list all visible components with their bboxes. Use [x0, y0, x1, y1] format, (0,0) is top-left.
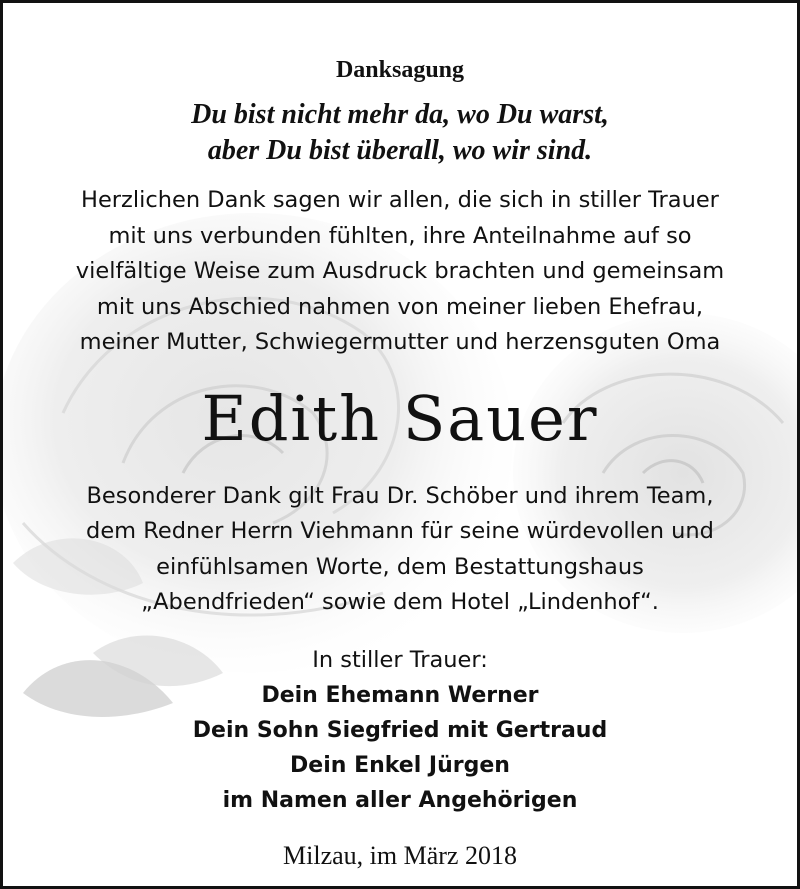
- mourners-list: [3, 678, 797, 818]
- heading: Danksagung: [335, 57, 465, 83]
- mourner-line: Dein Enkel Jürgen: [290, 753, 510, 778]
- intro-line: Herzlichen Dank sagen wir allen, die sich in stiller Trauer: [81, 187, 719, 213]
- mourner-line: Dein Sohn Siegfried mit Gertraud: [192, 718, 608, 743]
- thanks-paragraph: [3, 479, 797, 621]
- thanks-line: Besonderer Dank gilt Frau Dr. Schöber und ihrem Team,: [86, 482, 714, 509]
- quote-line: Du bist nicht mehr da, wo Du warst,: [191, 99, 609, 130]
- thanks-line: dem Redner Herrn Viehmann für seine würdevollen und: [86, 518, 714, 544]
- quote-line: aber Du bist überall, wo wir sind.: [207, 135, 593, 166]
- obituary-content: [3, 55, 797, 872]
- thanks-line: „Abendfrieden“ sowie dem Hotel „Lindenhof“.: [141, 589, 659, 615]
- intro-line: mit uns Abschied nahmen von meiner lieben Ehefrau,: [96, 293, 704, 320]
- intro-line: mit uns verbunden fühlten, ihre Anteilnahme auf so: [108, 222, 692, 249]
- mourning-intro: In stiller Trauer:: [312, 646, 488, 673]
- deceased-name: Edith Sauer: [201, 381, 599, 455]
- intro-line: meiner Mutter, Schwiegermutter und herzensguten Oma: [79, 329, 721, 355]
- intro-paragraph: [3, 183, 797, 361]
- quote-block: [3, 97, 797, 169]
- mourner-line: Dein Ehemann Werner: [261, 683, 539, 708]
- mourner-line: im Namen aller Angehörigen: [222, 788, 578, 813]
- place-date: Milzau, im März 2018: [283, 841, 517, 870]
- intro-line: vielfältige Weise zum Ausdruck brachten und gemeinsam: [75, 258, 725, 284]
- thanks-line: einfühlsamen Worte, dem Bestattungshaus: [156, 553, 644, 580]
